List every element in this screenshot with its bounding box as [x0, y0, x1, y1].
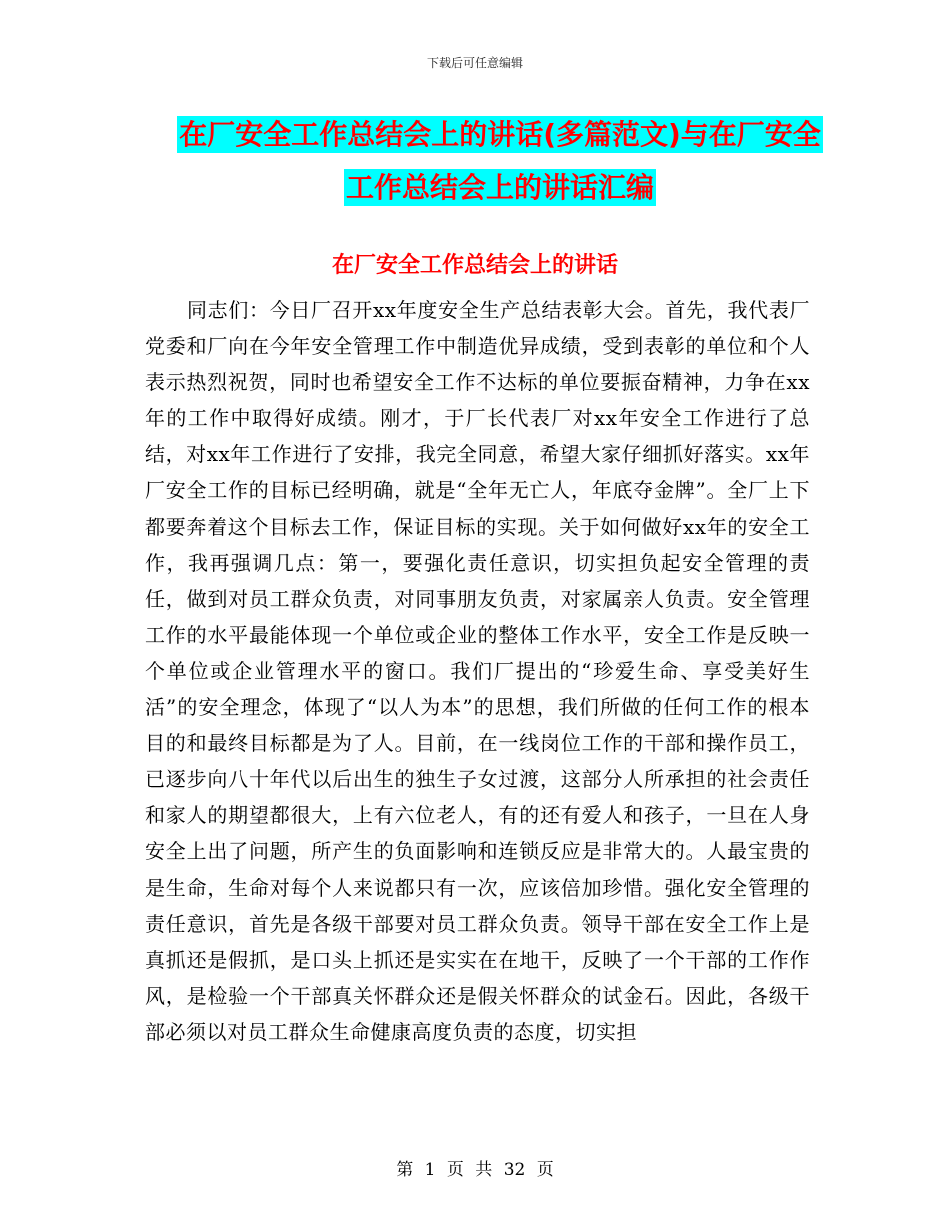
section-title: 在厂安全工作总结会上的讲话 [331, 253, 618, 278]
document-title [140, 108, 860, 214]
download-note: 下载后可任意编辑 [426, 56, 523, 70]
body-paragraph: 同志们：今日厂召开xx年度安全生产总结表彰大会。首先，我代表厂党委和厂向在今年安全管理工作中制造优异成绩，受到表彰的单位和个人表示热烈祝贺，同时也希望安全工作不达标的单位要振奋精神，力争在xx年的工作中取得好成绩。刚才，于厂长代表厂对xx年安全工作进行了总结，对xx年工作进行了安排，我完全同意，希望大家仔细抓好落实。xx年厂安全工作的目标已经明确，就是“全年无亡人，年底夺金牌”。全厂上下都要奔着这个目标去工作，保证目标的实现。关于如何做好xx年的安全工作，我再强调几点：第一，要强化责任意识，切实担负起安全管理的责任，做到对员工群众负责，对同事朋友负责，对家属亲人负责。安全管理工作的水平最能体现一个单位或企业的整体工作水平，安全工作是反映一个单位或企业管理水平的窗口。我们厂提出的“珍爱生命、享受美好生活”的安全理念，体现了“以人为本”的思想，我们所做的任何工作的根本目的和最终目标都是为了人。目前，在一线岗位工作的干部和操作员工，已逐步向八十年代以后出生的独生子女过渡，这部分人所承担的社会责任和家人的期望都很大，上有六位老人，有的还有爱人和孩子，一旦在人身安全上出了问题，所产生的负面影响和连锁反应是非常大的。人最宝贵的是生命，生命对每个人来说都只有一次，应该倍加珍惜。强化安全管理的责任意识，首先是各级干部要对员工群众负责。领导干部在安全工作上是真抓还是假抓，是口头上抓还是实实在在地干，反映了一个干部的工作作风，是检验一个干部真关怀群众还是假关怀群众的试金石。因此，各级干部必须以对员工群众生命健康高度负责的态度，切实担 [145, 298, 810, 1044]
page-footer: 第 1 页 共 32 页 [396, 1160, 554, 1180]
document-title-line-2: 工作总结会上的讲话汇编 [345, 171, 654, 204]
document-title-line-1: 在厂安全工作总结会上的讲话(多篇范文)与在厂安全 [179, 118, 821, 151]
